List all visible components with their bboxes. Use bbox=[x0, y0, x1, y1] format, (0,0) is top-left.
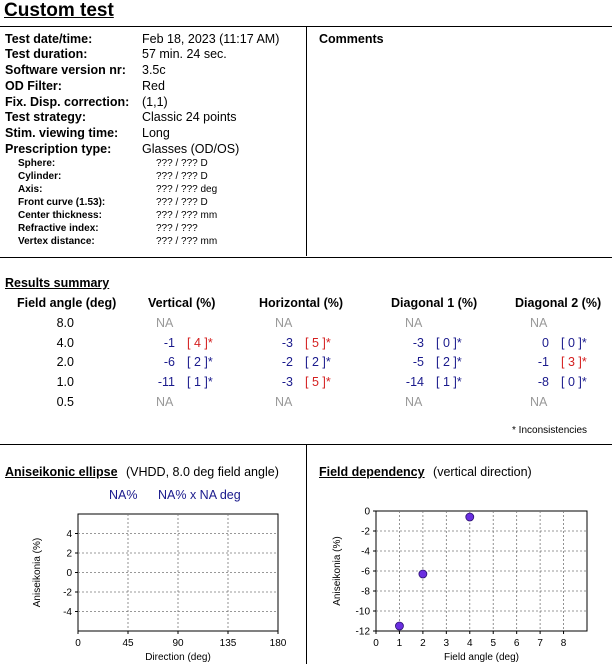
field-dependency-chart bbox=[310, 500, 610, 664]
y-tick-label: 0 bbox=[364, 506, 370, 518]
y-axis-label: Aniseikonia (%) bbox=[332, 536, 343, 606]
x-axis-label: Field angle (deg) bbox=[443, 652, 520, 663]
result-value: -3 bbox=[281, 336, 293, 350]
prescription-value: ??? / ??? mm bbox=[156, 236, 218, 247]
result-value: -2 bbox=[281, 355, 293, 369]
ellipse-magnitude: NA% bbox=[109, 488, 138, 502]
prescription-value: ??? / ??? bbox=[156, 223, 198, 234]
result-value: -1 bbox=[537, 355, 549, 369]
x-tick-label: 1 bbox=[396, 638, 403, 649]
field-header bbox=[319, 463, 532, 481]
info-value: (1,1) bbox=[142, 95, 168, 109]
y-tick-label: -4 bbox=[63, 607, 72, 618]
inconsistency-badge-red: [ 3 ]* bbox=[561, 355, 587, 369]
prescription-value: ??? / ??? D bbox=[156, 171, 208, 182]
results-title: Results summary bbox=[5, 276, 110, 290]
inconsistency-badge: [ 0 ]* bbox=[561, 336, 587, 350]
prescription-label: Center thickness: bbox=[18, 210, 102, 221]
inconsistency-badge-red: [ 4 ]* bbox=[187, 336, 213, 350]
inconsistency-badge: [ 2 ]* bbox=[436, 355, 462, 369]
result-value: 0 bbox=[542, 336, 549, 350]
info-label: OD Filter: bbox=[5, 79, 62, 93]
info-value: 3.5c bbox=[142, 63, 166, 77]
y-tick-label: -4 bbox=[361, 546, 370, 558]
result-value: -11 bbox=[157, 375, 175, 389]
comments-title: Comments bbox=[319, 32, 384, 46]
prescription-label: Refractive index: bbox=[18, 223, 99, 234]
info-label: Stim. viewing time: bbox=[5, 126, 119, 140]
result-value: -6 bbox=[163, 355, 175, 369]
ellipse-title: Aniseikonic ellipse bbox=[5, 465, 118, 479]
x-tick-label: 7 bbox=[537, 638, 543, 649]
inconsistency-badge: [ 2 ]* bbox=[187, 355, 213, 369]
prescription-label: Cylinder: bbox=[18, 171, 62, 182]
prescription-value: ??? / ??? deg bbox=[156, 184, 218, 195]
prescription-label: Sphere: bbox=[18, 158, 56, 169]
inconsistency-badge: [ 0 ]* bbox=[561, 375, 587, 389]
info-value: Classic 24 points bbox=[142, 110, 237, 124]
info-value: Long bbox=[142, 126, 170, 140]
result-value: -8 bbox=[537, 375, 549, 389]
x-tick-label: 180 bbox=[269, 638, 287, 649]
result-value: NA bbox=[275, 395, 293, 409]
y-tick-label: -12 bbox=[355, 626, 370, 638]
field-angle-cell: 8.0 bbox=[56, 316, 74, 330]
info-value: Red bbox=[142, 79, 165, 93]
result-value: NA bbox=[156, 316, 174, 330]
ellipse-header bbox=[5, 463, 279, 481]
column-header: Diagonal 1 (%) bbox=[391, 296, 478, 310]
info-label: Software version nr: bbox=[5, 63, 126, 77]
y-tick-label: -10 bbox=[355, 606, 370, 618]
field-title: Field dependency bbox=[319, 465, 425, 479]
result-value: -5 bbox=[412, 355, 424, 369]
inconsistencies-note: * Inconsistencies bbox=[512, 425, 588, 436]
ellipse-chart bbox=[0, 500, 300, 664]
prescription-value: ??? / ??? mm bbox=[156, 210, 218, 221]
x-tick-label: 2 bbox=[420, 638, 426, 649]
x-tick-label: 3 bbox=[443, 638, 450, 649]
result-value: NA bbox=[530, 395, 548, 409]
y-tick-label: 4 bbox=[66, 529, 72, 540]
info-label: Test date/time: bbox=[5, 32, 93, 46]
info-label: Fix. Disp. correction: bbox=[5, 95, 130, 109]
result-value: -3 bbox=[412, 336, 424, 350]
x-tick-label: 6 bbox=[513, 638, 520, 649]
inconsistency-badge: [ 1 ]* bbox=[436, 375, 462, 389]
info-label: Test duration: bbox=[5, 47, 88, 61]
x-tick-label: 90 bbox=[172, 638, 184, 649]
x-tick-label: 4 bbox=[466, 638, 473, 649]
result-value: -14 bbox=[405, 375, 424, 389]
ellipse-subtitle: (VHDD, 8.0 deg field angle) bbox=[126, 465, 279, 479]
column-header: Horizontal (%) bbox=[259, 296, 344, 310]
prescription-label: Vertex distance: bbox=[18, 236, 95, 247]
info-value: 57 min. 24 sec. bbox=[142, 47, 227, 61]
y-axis-label: Aniseikonia (%) bbox=[32, 537, 43, 608]
result-value: NA bbox=[530, 316, 548, 330]
result-value: NA bbox=[405, 316, 423, 330]
divider-results bbox=[0, 257, 612, 258]
result-value: -1 bbox=[163, 336, 175, 350]
field-angle-cell: 4.0 bbox=[56, 336, 74, 350]
x-tick-label: 0 bbox=[75, 638, 81, 649]
result-value: -3 bbox=[281, 375, 293, 389]
x-tick-label: 0 bbox=[373, 638, 379, 649]
y-tick-label: -2 bbox=[361, 526, 370, 538]
field-subtitle: (vertical direction) bbox=[433, 465, 532, 479]
info-label: Prescription type: bbox=[5, 142, 112, 156]
inconsistency-badge: [ 1 ]* bbox=[187, 375, 213, 389]
field-angle-cell: 1.0 bbox=[56, 375, 74, 389]
inconsistency-badge-red: [ 5 ]* bbox=[305, 336, 331, 350]
data-point bbox=[419, 570, 427, 578]
y-tick-label: -6 bbox=[361, 566, 370, 578]
prescription-value: ??? / ??? D bbox=[156, 197, 208, 208]
y-tick-label: 2 bbox=[66, 548, 72, 560]
x-axis-label: Direction (deg) bbox=[145, 652, 211, 663]
inconsistency-badge: [ 2 ]* bbox=[305, 355, 331, 369]
prescription-label: Front curve (1.53): bbox=[18, 197, 106, 208]
column-header: Field angle (deg) bbox=[17, 296, 117, 310]
prescription-value: ??? / ??? D bbox=[156, 158, 208, 169]
field-angle-cell: 2.0 bbox=[56, 355, 74, 369]
result-value: NA bbox=[156, 395, 174, 409]
y-tick-label: 0 bbox=[66, 568, 72, 579]
x-tick-label: 135 bbox=[219, 638, 237, 649]
column-header: Diagonal 2 (%) bbox=[515, 296, 602, 310]
column-header: Vertical (%) bbox=[148, 296, 216, 310]
page-title: Custom test bbox=[4, 0, 114, 21]
info-label: Test strategy: bbox=[5, 110, 87, 124]
x-tick-label: 8 bbox=[560, 638, 567, 649]
inconsistency-badge: [ 0 ]* bbox=[436, 336, 462, 350]
result-value: NA bbox=[275, 316, 293, 330]
divider-info-comments bbox=[306, 27, 307, 256]
prescription-label: Axis: bbox=[18, 184, 43, 195]
data-point bbox=[395, 622, 403, 630]
ellipse-axes: NA% x NA deg bbox=[158, 488, 241, 502]
info-value: Glasses (OD/OS) bbox=[142, 142, 240, 156]
data-point bbox=[466, 513, 474, 521]
y-tick-label: -2 bbox=[63, 587, 72, 599]
field-angle-cell: 0.5 bbox=[56, 395, 74, 409]
result-value: NA bbox=[405, 395, 423, 409]
inconsistency-badge-red: [ 5 ]* bbox=[305, 375, 331, 389]
info-value: Feb 18, 2023 (11:17 AM) bbox=[142, 32, 280, 46]
y-tick-label: -8 bbox=[361, 586, 370, 598]
divider-charts-vertical bbox=[306, 445, 307, 664]
x-tick-label: 45 bbox=[122, 638, 134, 649]
x-tick-label: 5 bbox=[490, 638, 497, 649]
